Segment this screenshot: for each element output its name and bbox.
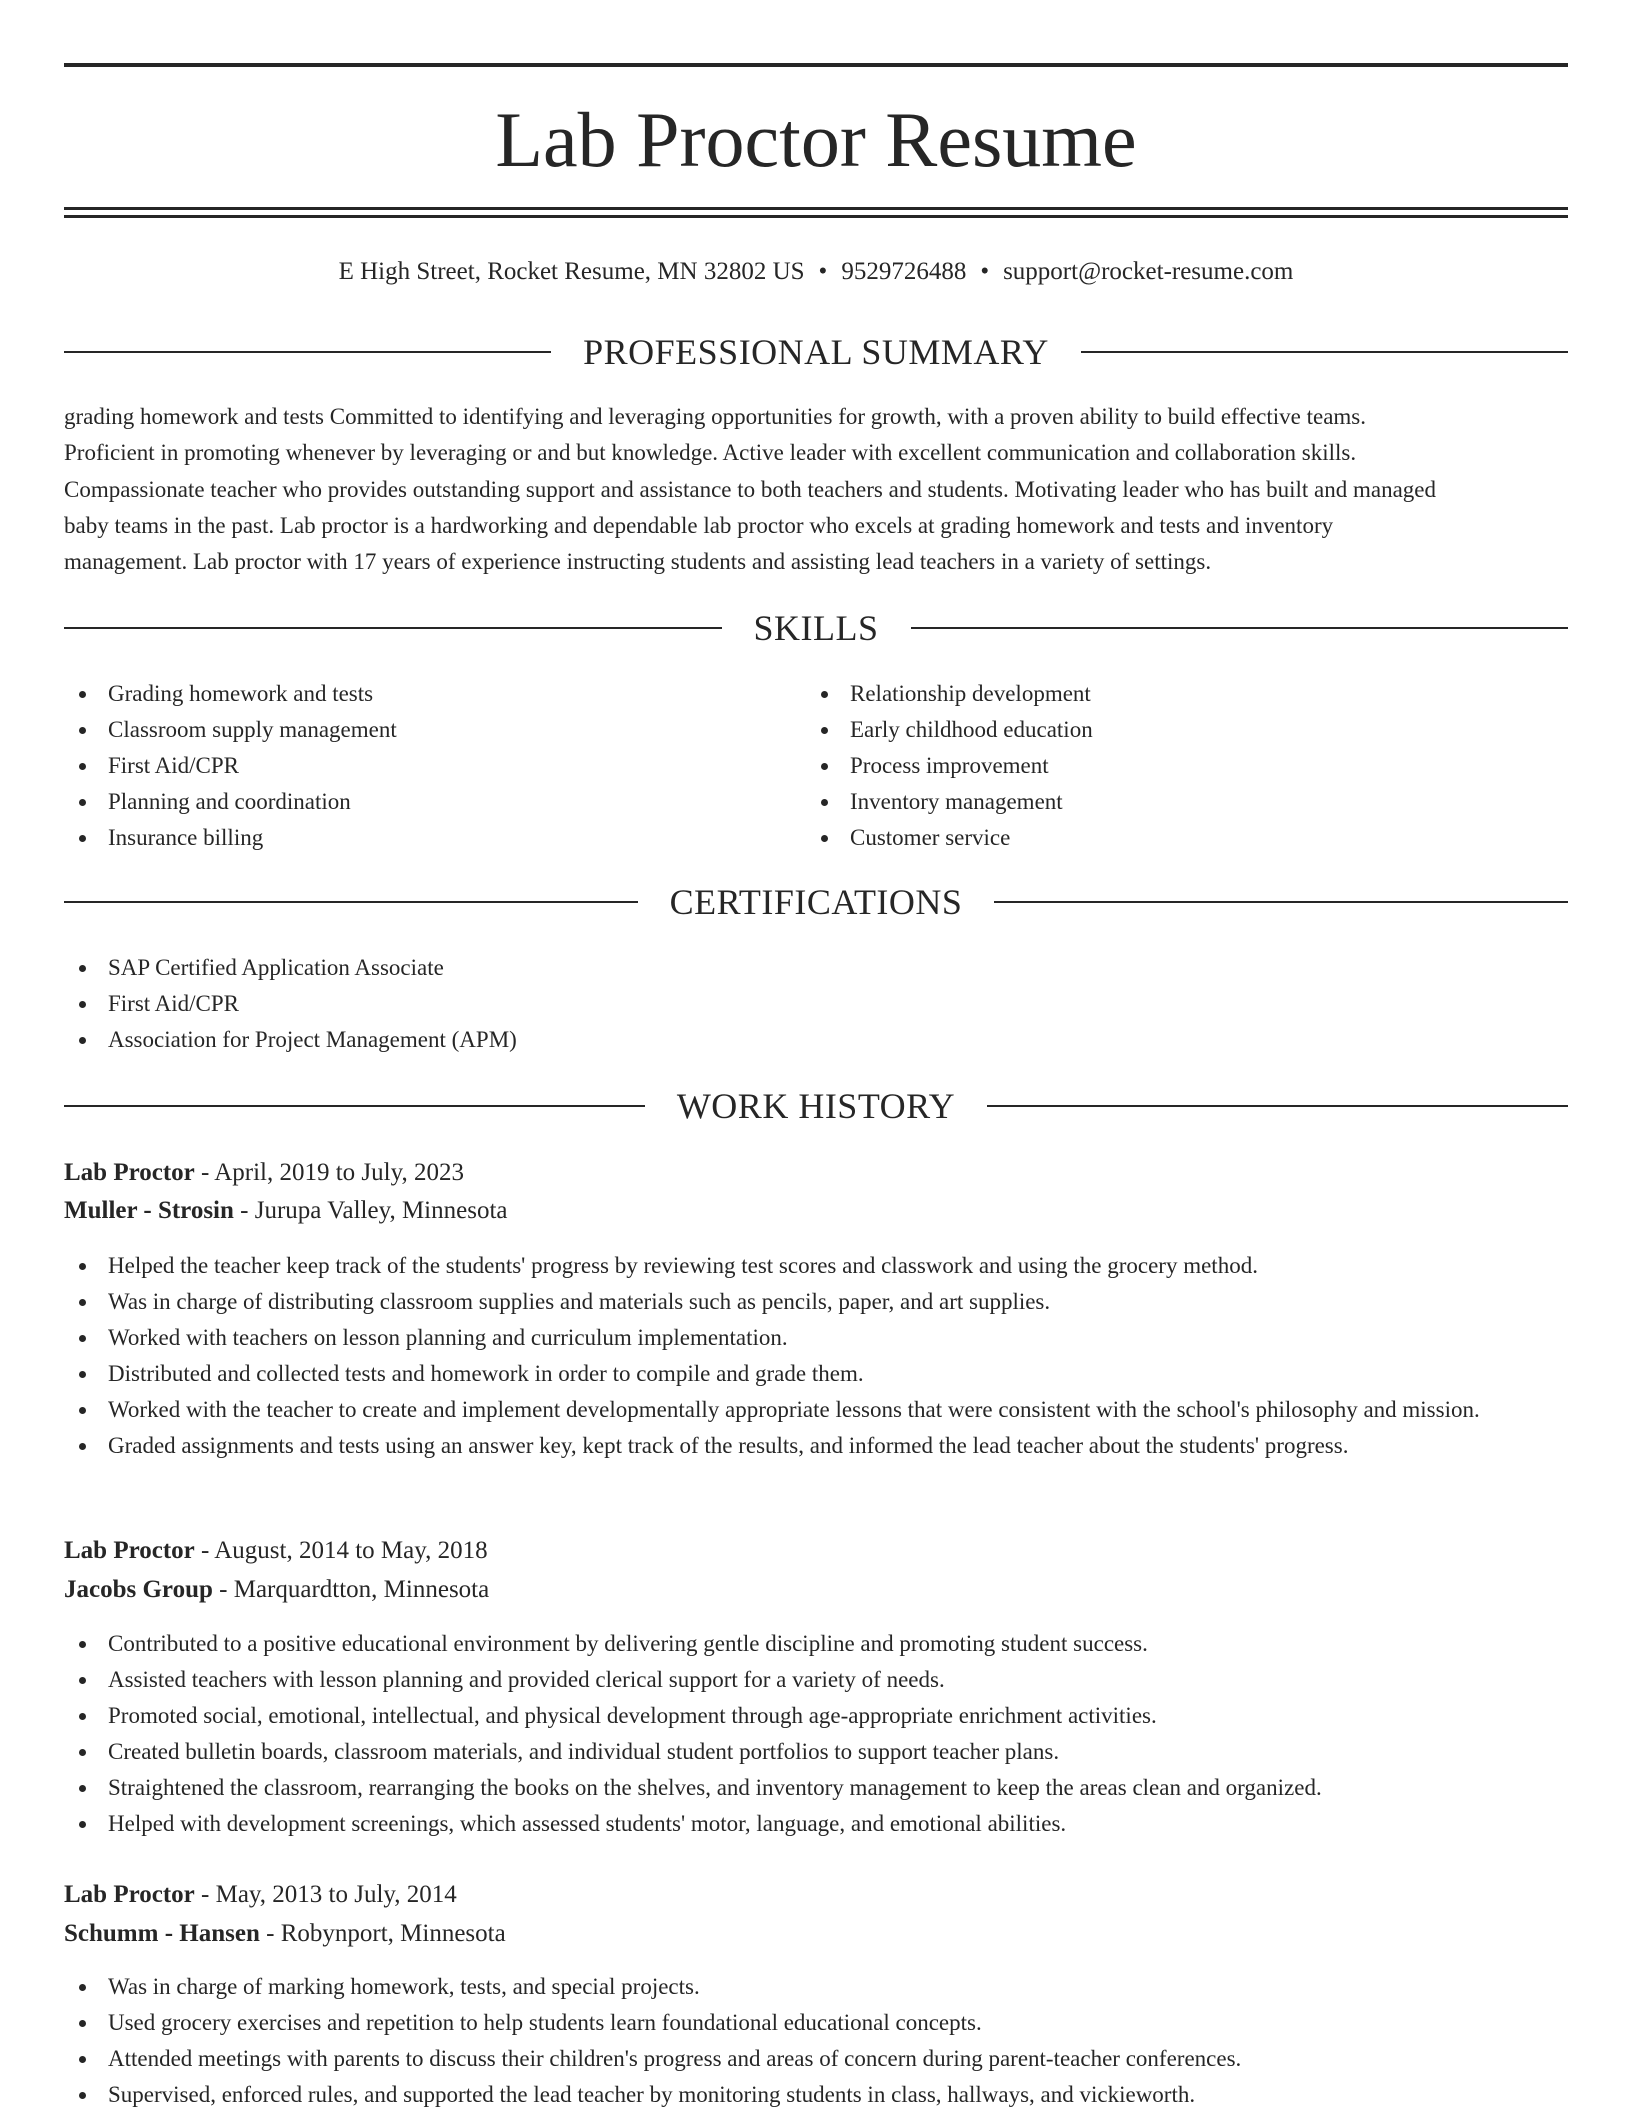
skills-list-left — [64, 676, 804, 856]
job-duty: Used grocery exercises and repetition to help students learn foundational educational concepts. — [64, 2005, 1568, 2041]
job-duty: Promoted social, emotional, intellectual, and physical development through age-appropriate enrichment activities. — [64, 1698, 1568, 1734]
skill-item: Inventory management — [806, 784, 1546, 820]
job-duty: Was in charge of marking homework, tests, and special projects. — [64, 1969, 1568, 2005]
summary-line: grading homework and tests Committed to identifying and leveraging opportunities for growth, with a proven ability to build effective teams. — [64, 404, 1366, 429]
summary-text — [64, 399, 1568, 580]
skill-item: Process improvement — [806, 748, 1546, 784]
skill-item: Customer service — [806, 820, 1546, 856]
job-company-line: Schumm - Hansen - Robynport, Minnesota — [64, 1920, 506, 1947]
job-company: Muller - Strosin — [64, 1197, 234, 1224]
job-duty: Distributed and collected tests and homework in order to compile and grade them. — [64, 1356, 1568, 1392]
job-duty: Contributed to a positive educational environment by delivering gentle discipline and promoting student success. — [64, 1626, 1568, 1662]
section-title: SKILLS — [753, 608, 879, 648]
job-location: Jurupa Valley, Minnesota — [254, 1197, 508, 1224]
job-dates: April, 2019 to July, 2023 — [214, 1159, 464, 1186]
certifications-list — [64, 950, 1568, 1058]
job-duty: Helped with development screenings, which assessed students' motor, language, and emotional abilities. — [64, 1806, 1568, 1842]
job-duty: Supervised, enforced rules, and supported the lead teacher by monitoring students in class, hallways, and vickieworth. — [64, 2077, 1568, 2112]
section-heading-work-history — [64, 1084, 1568, 1128]
page-title: Lab Proctor Resume — [495, 96, 1137, 183]
job-duties-list — [64, 1248, 1568, 1464]
job-title: Lab Proctor — [64, 1881, 195, 1908]
job-duties-list — [64, 1626, 1568, 1842]
section-rule-left — [64, 1105, 645, 1107]
job-duty: Graded assignments and tests using an answer key, kept track of the results, and informed the lead teacher about the students' progress. — [64, 1428, 1568, 1464]
contact-separator: • — [818, 258, 828, 285]
job-duty: Created bulletin boards, classroom materials, and individual student portfolios to support teacher plans. — [64, 1734, 1568, 1770]
job-title-line: Lab Proctor - August, 2014 to May, 2018 — [64, 1537, 488, 1564]
job-duty: Helped the teacher keep track of the students' progress by reviewing test scores and classwork and using the grocery method. — [64, 1248, 1568, 1284]
section-rule-right — [987, 1105, 1568, 1107]
section-rule-left — [64, 627, 722, 629]
skills-list-right — [806, 676, 1546, 856]
section-title: PROFESSIONAL SUMMARY — [583, 332, 1049, 372]
title-rule-lower — [64, 215, 1568, 218]
contact-address: E High Street, Rocket Resume, MN 32802 US — [338, 258, 805, 285]
section-rule-right — [994, 901, 1568, 903]
job-company-line: Jacobs Group - Marquardtton, Minnesota — [64, 1576, 490, 1603]
section-rule-left — [64, 901, 638, 903]
section-rule-right — [1081, 351, 1568, 353]
contact-line — [64, 255, 1568, 289]
summary-line: Compassionate teacher who provides outstanding support and assistance to both teachers and students. Motivating leader who has built and managed — [64, 476, 1437, 502]
job-duty: Worked with the teacher to create and implement developmentally appropriate lessons that were consistent with the school's philosophy and mission. — [64, 1392, 1568, 1428]
certification-item: Association for Project Management (APM) — [64, 1022, 1568, 1058]
job-duty: Attended meetings with parents to discuss their children's progress and areas of concern during parent-teacher conferences. — [64, 2041, 1568, 2077]
summary-line: management. Lab proctor with 17 years of experience instructing students and assisting lead teachers in a variety of settings. — [64, 549, 1212, 575]
section-rule-right — [911, 627, 1569, 629]
certification-item: SAP Certified Application Associate — [64, 950, 1568, 986]
contact-phone: 9529726488 — [841, 258, 967, 285]
job-company: Schumm - Hansen — [64, 1920, 260, 1947]
job-title-line: Lab Proctor - May, 2013 to July, 2014 — [64, 1881, 457, 1908]
job-duty: Worked with teachers on lesson planning and curriculum implementation. — [64, 1320, 1568, 1356]
job-location: Marquardtton, Minnesota — [233, 1576, 490, 1603]
section-title: WORK HISTORY — [676, 1086, 956, 1126]
job-dates: May, 2013 to July, 2014 — [215, 1881, 457, 1908]
job-duty: Was in charge of distributing classroom supplies and materials such as pencils, paper, and art supplies. — [64, 1284, 1568, 1320]
job-title: Lab Proctor — [64, 1159, 195, 1186]
job-company: Jacobs Group — [64, 1576, 213, 1603]
job-title: Lab Proctor — [64, 1537, 195, 1564]
section-rule-left — [64, 351, 551, 353]
job-dates: August, 2014 to May, 2018 — [214, 1537, 488, 1564]
job-duty: Assisted teachers with lesson planning and provided clerical support for a variety of needs. — [64, 1662, 1568, 1698]
skill-item: Relationship development — [806, 676, 1546, 712]
skill-item: Grading homework and tests — [64, 676, 804, 712]
section-heading-certifications — [64, 880, 1568, 924]
section-heading-skills — [64, 606, 1568, 650]
summary-line: Proficient in promoting whenever by leveraging or and but knowledge. Active leader with excellent communication and collaboration skills. — [64, 440, 1357, 466]
skill-item: First Aid/CPR — [64, 748, 804, 784]
certification-item: First Aid/CPR — [64, 986, 1568, 1022]
job-duty: Straightened the classroom, rearranging the books on the shelves, and inventory management to keep the areas clean and organized. — [64, 1770, 1568, 1806]
job-duties-list — [64, 1969, 1568, 2112]
top-rule — [64, 63, 1568, 67]
section-title: CERTIFICATIONS — [669, 882, 963, 922]
job-location: Robynport, Minnesota — [280, 1920, 506, 1947]
section-heading-summary — [64, 330, 1568, 374]
job-title-line: Lab Proctor - April, 2019 to July, 2023 — [64, 1159, 464, 1186]
skill-item: Planning and coordination — [64, 784, 804, 820]
title-rule-upper — [64, 207, 1568, 210]
contact-separator: • — [980, 258, 990, 285]
skill-item: Early childhood education — [806, 712, 1546, 748]
skill-item: Classroom supply management — [64, 712, 804, 748]
contact-email: support@rocket-resume.com — [1003, 258, 1294, 285]
job-company-line: Muller - Strosin - Jurupa Valley, Minnesota — [64, 1197, 508, 1224]
summary-line: baby teams in the past. Lab proctor is a hardworking and dependable lab proctor who excels at grading homework and tests and inventory — [64, 512, 1334, 538]
skill-item: Insurance billing — [64, 820, 804, 856]
